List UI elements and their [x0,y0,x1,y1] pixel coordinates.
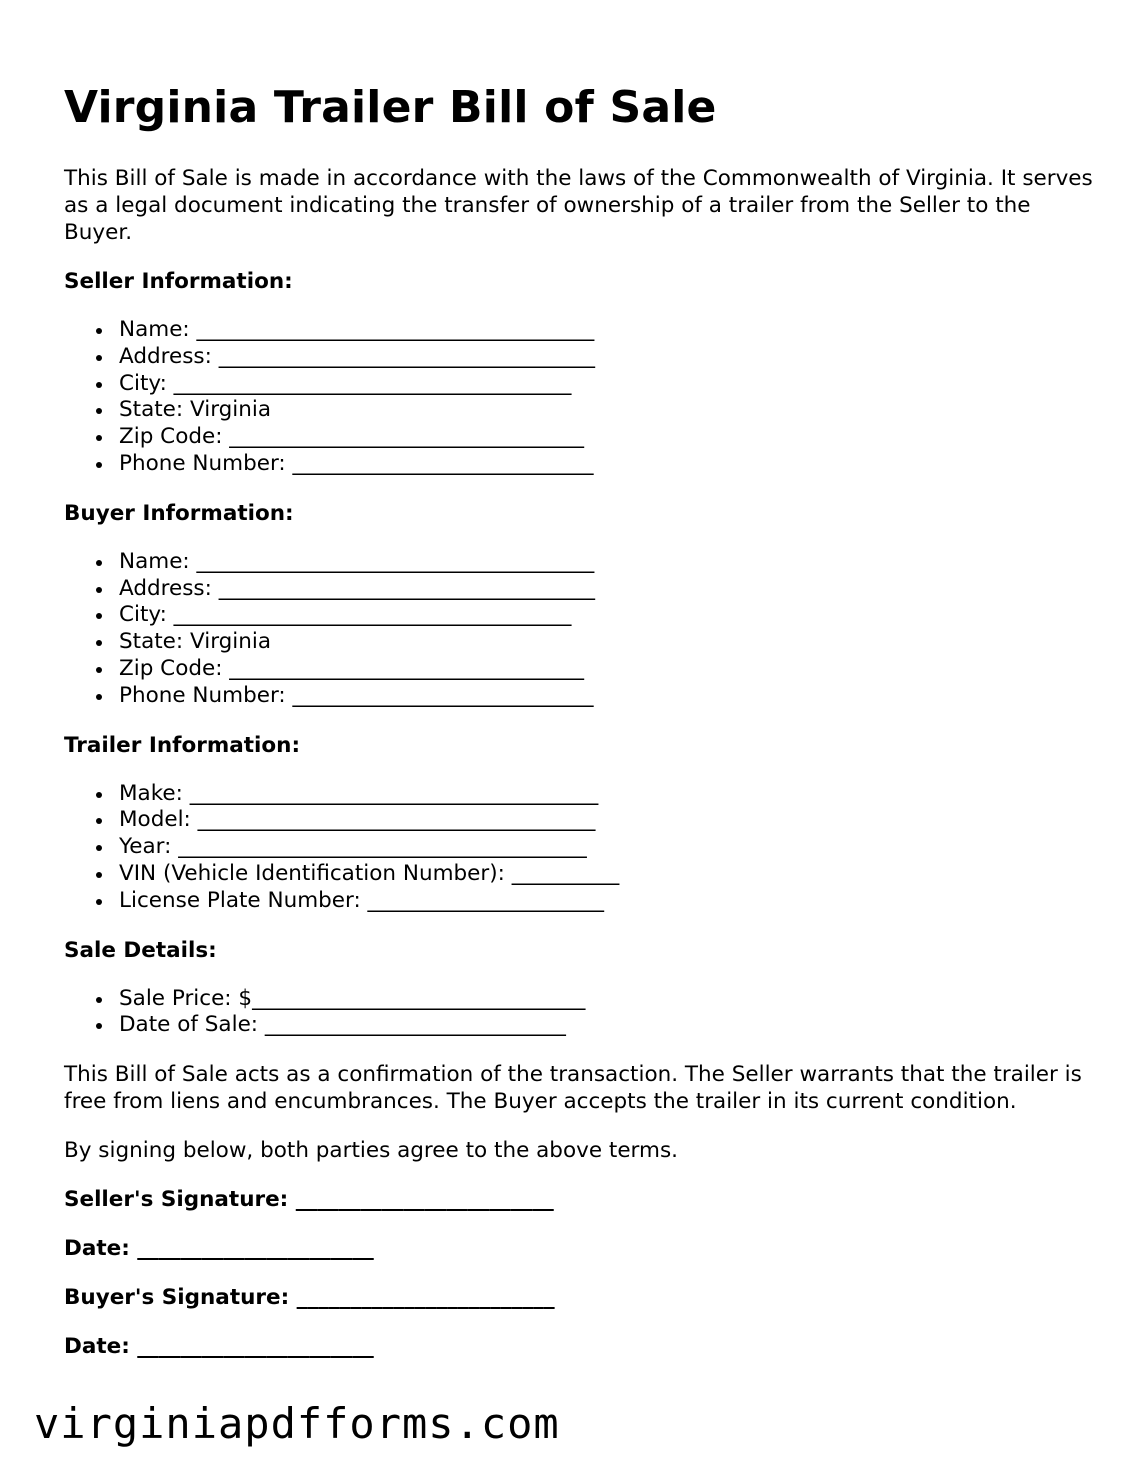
buyer-date-field[interactable]: Date: ______________________ [64,1334,374,1360]
agreement-paragraph: By signing below, both parties agree to the above terms. [64,1138,678,1164]
buyer-signature-field[interactable]: Buyer's Signature: ________________________ [64,1285,555,1311]
document-page [64,80,1094,1360]
buyer-address-field[interactable]: Address: ___________________________________ [119,576,1094,603]
page-title: Virginia Trailer Bill of Sale [64,82,717,133]
seller-zip-field[interactable]: Zip Code: _________________________________ [119,424,1094,451]
trailer-year-field[interactable]: Year: ______________________________________ [119,834,1094,861]
trailer-make-field[interactable]: Make: ______________________________________ [119,781,1094,808]
sale-price-field[interactable]: Sale Price: $_______________________________ [119,986,1094,1013]
seller-info-list [64,317,1094,478]
sale-date-field[interactable]: Date of Sale: ____________________________ [119,1012,1094,1039]
buyer-phone-field[interactable]: Phone Number: ____________________________ [119,683,1094,710]
closing-paragraph: This Bill of Sale acts as a confirmation of the transaction. The Seller warrants that the trailer is free from liens and encumbrances. The Buyer accepts the trailer in its current condition. [64,1062,1082,1115]
buyer-info-list [64,549,1094,710]
seller-state-field: State: Virginia [119,397,1094,424]
buyer-section-heading: Buyer Information: [64,500,294,526]
seller-city-field[interactable]: City: _____________________________________ [119,371,1094,398]
trailer-plate-field[interactable]: License Plate Number: ______________________ [119,888,1094,915]
seller-signature-field[interactable]: Seller's Signature: ________________________ [64,1187,554,1213]
buyer-city-field[interactable]: City: _____________________________________ [119,602,1094,629]
intro-paragraph: This Bill of Sale is made in accordance with the laws of the Commonwealth of Virginia. It serves as a legal document indicating the transfer of ownership of a trailer from the Seller to the Buyer. [64,166,1093,245]
trailer-model-field[interactable]: Model: _____________________________________ [119,807,1094,834]
seller-address-field[interactable]: Address: ___________________________________ [119,344,1094,371]
buyer-name-field[interactable]: Name: _____________________________________ [119,549,1094,576]
seller-name-field[interactable]: Name: _____________________________________ [119,317,1094,344]
trailer-vin-field[interactable]: VIN (Vehicle Identification Number): __________ [119,861,1094,888]
trailer-section-heading: Trailer Information: [64,732,301,758]
seller-section-heading: Seller Information: [64,269,293,294]
buyer-zip-field[interactable]: Zip Code: _________________________________ [119,656,1094,683]
site-watermark: virginiapdfforms.com [34,1399,560,1448]
sale-section-heading: Sale Details: [64,937,217,963]
buyer-state-field: State: Virginia [119,629,1094,656]
seller-phone-field[interactable]: Phone Number: ____________________________ [119,451,1094,478]
sale-info-list [64,986,1094,1040]
seller-date-field[interactable]: Date: ______________________ [64,1236,374,1262]
trailer-info-list [64,781,1094,915]
